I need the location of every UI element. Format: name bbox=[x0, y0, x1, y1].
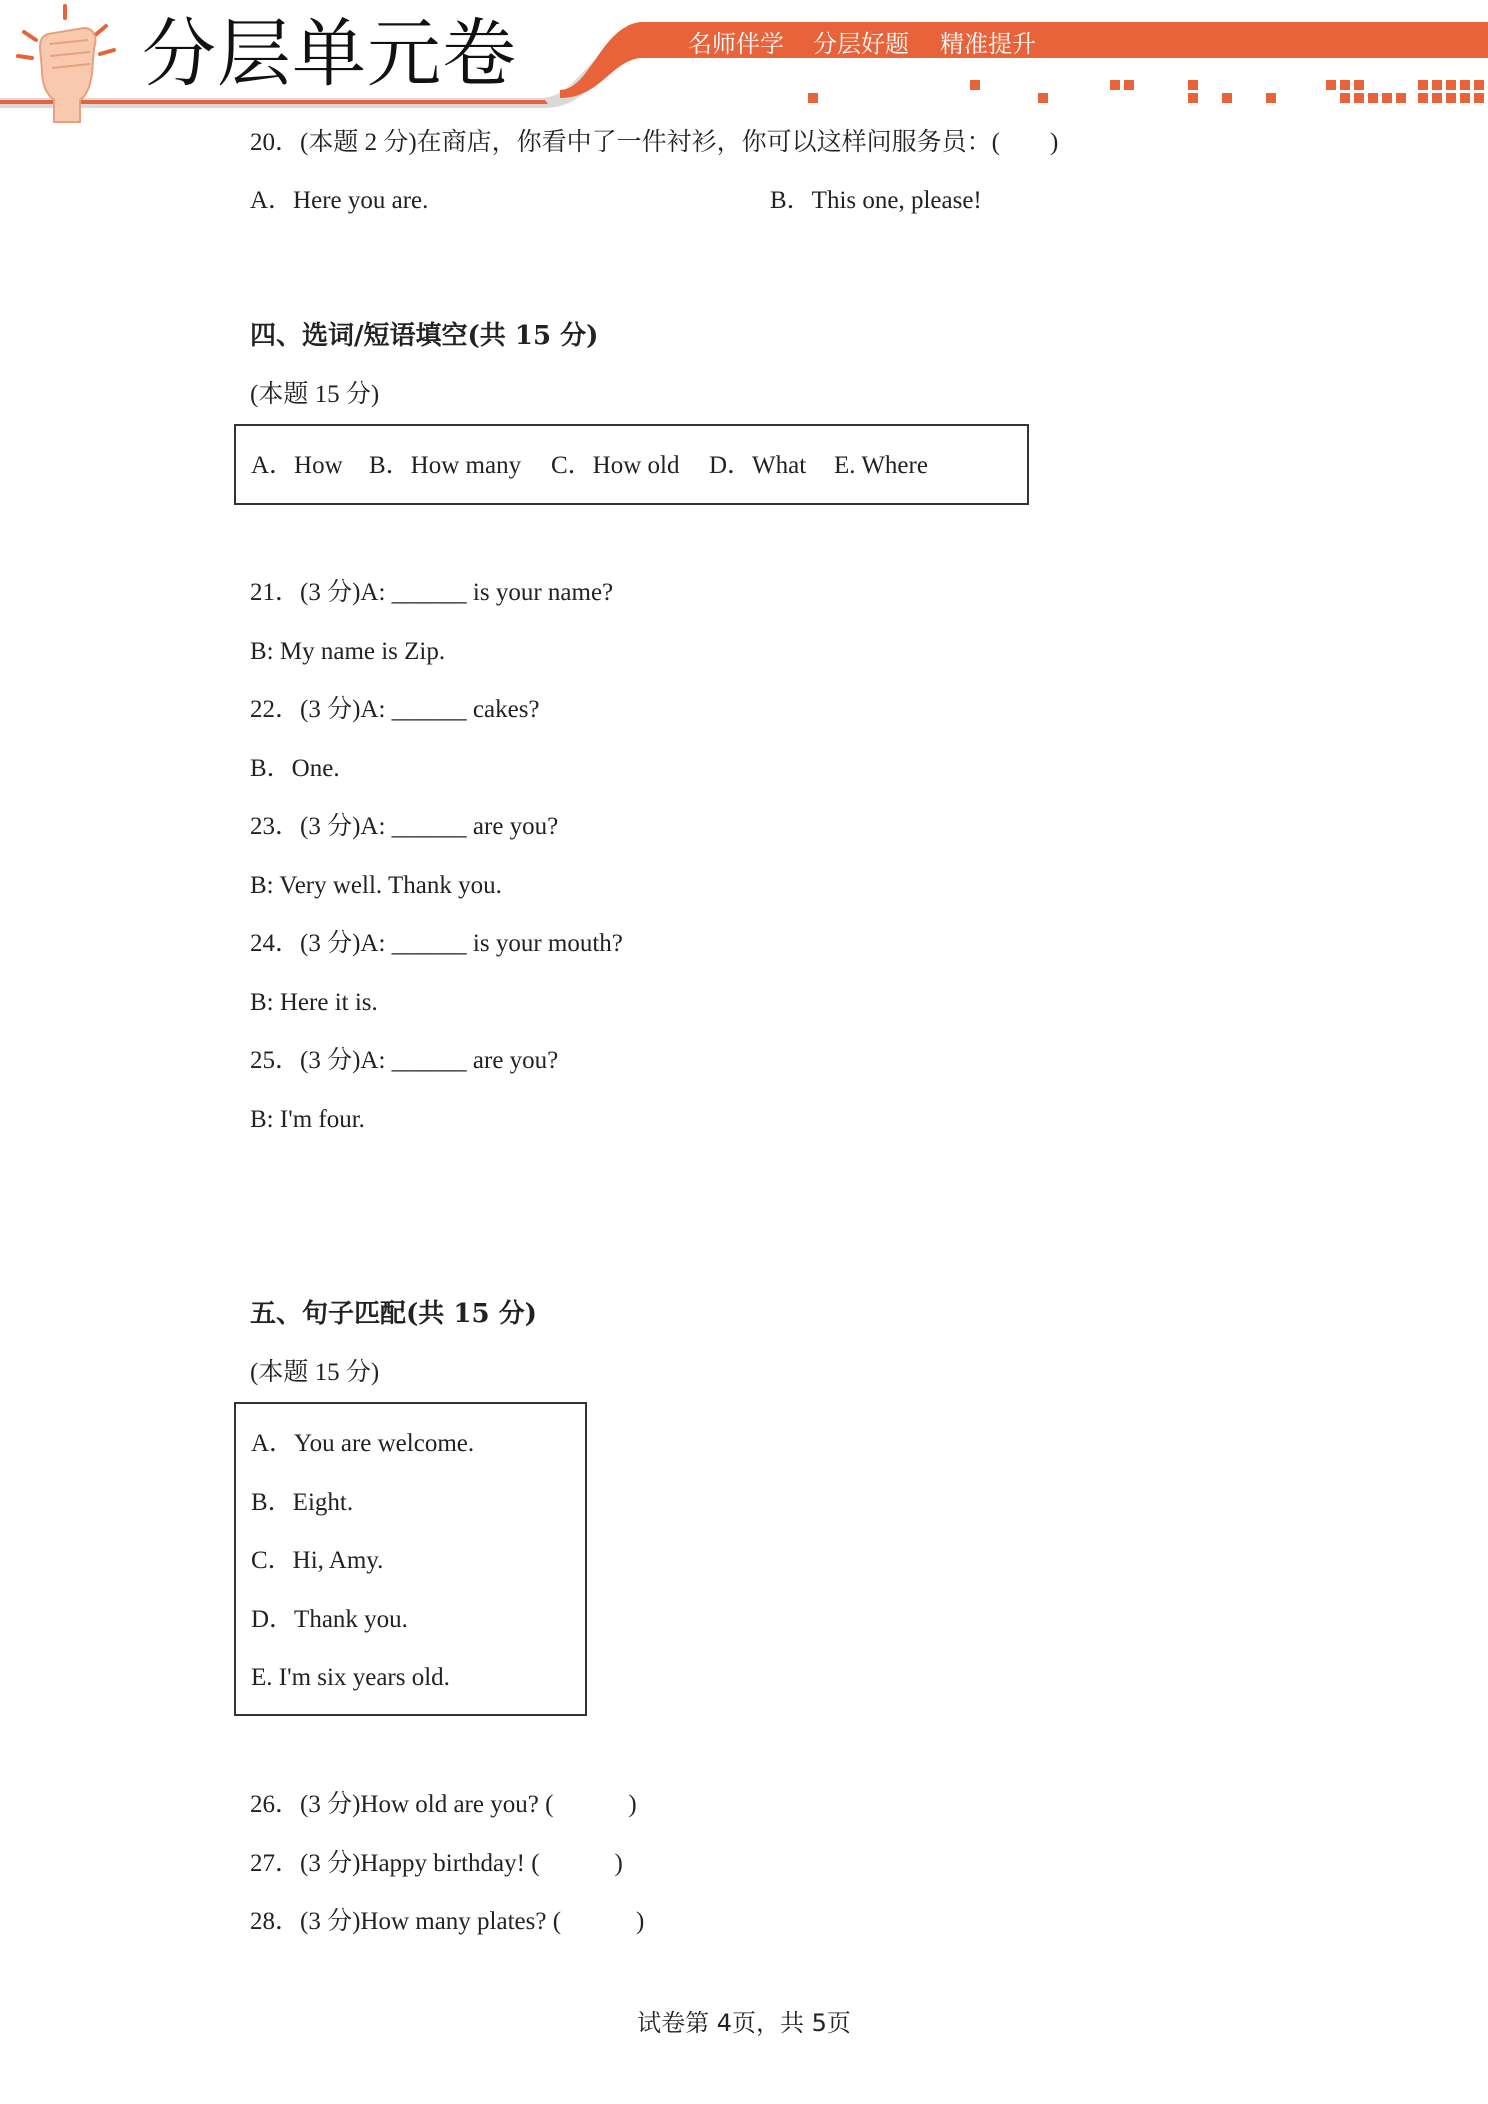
answer-24: B: Here it is. bbox=[250, 989, 378, 1016]
page-brand-title: 分层单元卷 bbox=[142, 11, 517, 97]
section-4-word-box bbox=[234, 424, 1029, 505]
slogan-3: 精准提升 bbox=[940, 30, 1036, 58]
word-option-e: E. Where bbox=[834, 452, 928, 479]
question-27: 27．(3 分)Happy birthday! ( ) bbox=[250, 1850, 623, 1877]
question-20-option-a: A．Here you are. bbox=[250, 187, 429, 214]
question-28: 28．(3 分)How many plates? ( ) bbox=[250, 1908, 645, 1935]
question-22: 22．(3 分)A: ______ cakes? bbox=[250, 696, 540, 723]
question-21: 21．(3 分)A: ______ is your name? bbox=[250, 579, 614, 606]
question-24: 24．(3 分)A: ______ is your mouth? bbox=[250, 930, 623, 957]
slogan-2: 分层好题 bbox=[813, 30, 909, 58]
question-26: 26．(3 分)How old are you? ( ) bbox=[250, 1791, 637, 1818]
question-23: 23．(3 分)A: ______ are you? bbox=[250, 813, 559, 840]
page-footer: 试卷第 4页，共 5页 bbox=[637, 2009, 851, 2037]
sentence-option-d: D．Thank you. bbox=[251, 1606, 408, 1633]
fist-logo-icon bbox=[10, 4, 120, 124]
answer-21: B: My name is Zip. bbox=[250, 638, 446, 665]
section-4-note: (本题 15 分) bbox=[250, 381, 380, 408]
question-25: 25．(3 分)A: ______ are you? bbox=[250, 1047, 559, 1074]
question-20-stem: 20．(本题 2 分)在商店，你看中了一件衬衫，你可以这样问服务员：( ) bbox=[250, 129, 1059, 156]
word-option-d: D．What bbox=[709, 452, 807, 479]
sentence-option-b: B．Eight. bbox=[251, 1489, 354, 1516]
question-20-option-b: B．This one, please! bbox=[770, 187, 982, 214]
word-option-b: B．How many bbox=[369, 452, 522, 479]
answer-22: B．One. bbox=[250, 755, 340, 782]
slogan-1: 名师伴学 bbox=[688, 30, 784, 58]
section-4-title: 四、选词/短语填空(共 15 分) bbox=[250, 321, 599, 351]
section-5-title: 五、句子匹配(共 15 分) bbox=[250, 1299, 537, 1329]
section-5-sentence-box bbox=[234, 1402, 587, 1716]
section-5-note: (本题 15 分) bbox=[250, 1359, 380, 1386]
answer-25: B: I'm four. bbox=[250, 1106, 365, 1133]
word-option-a: A．How bbox=[251, 452, 343, 479]
answer-23: B: Very well. Thank you. bbox=[250, 872, 502, 899]
sentence-option-c: C．Hi, Amy. bbox=[251, 1547, 384, 1574]
sentence-option-e: E. I'm six years old. bbox=[251, 1664, 450, 1691]
word-option-c: C．How old bbox=[551, 452, 680, 479]
sentence-option-a: A．You are welcome. bbox=[251, 1430, 475, 1457]
